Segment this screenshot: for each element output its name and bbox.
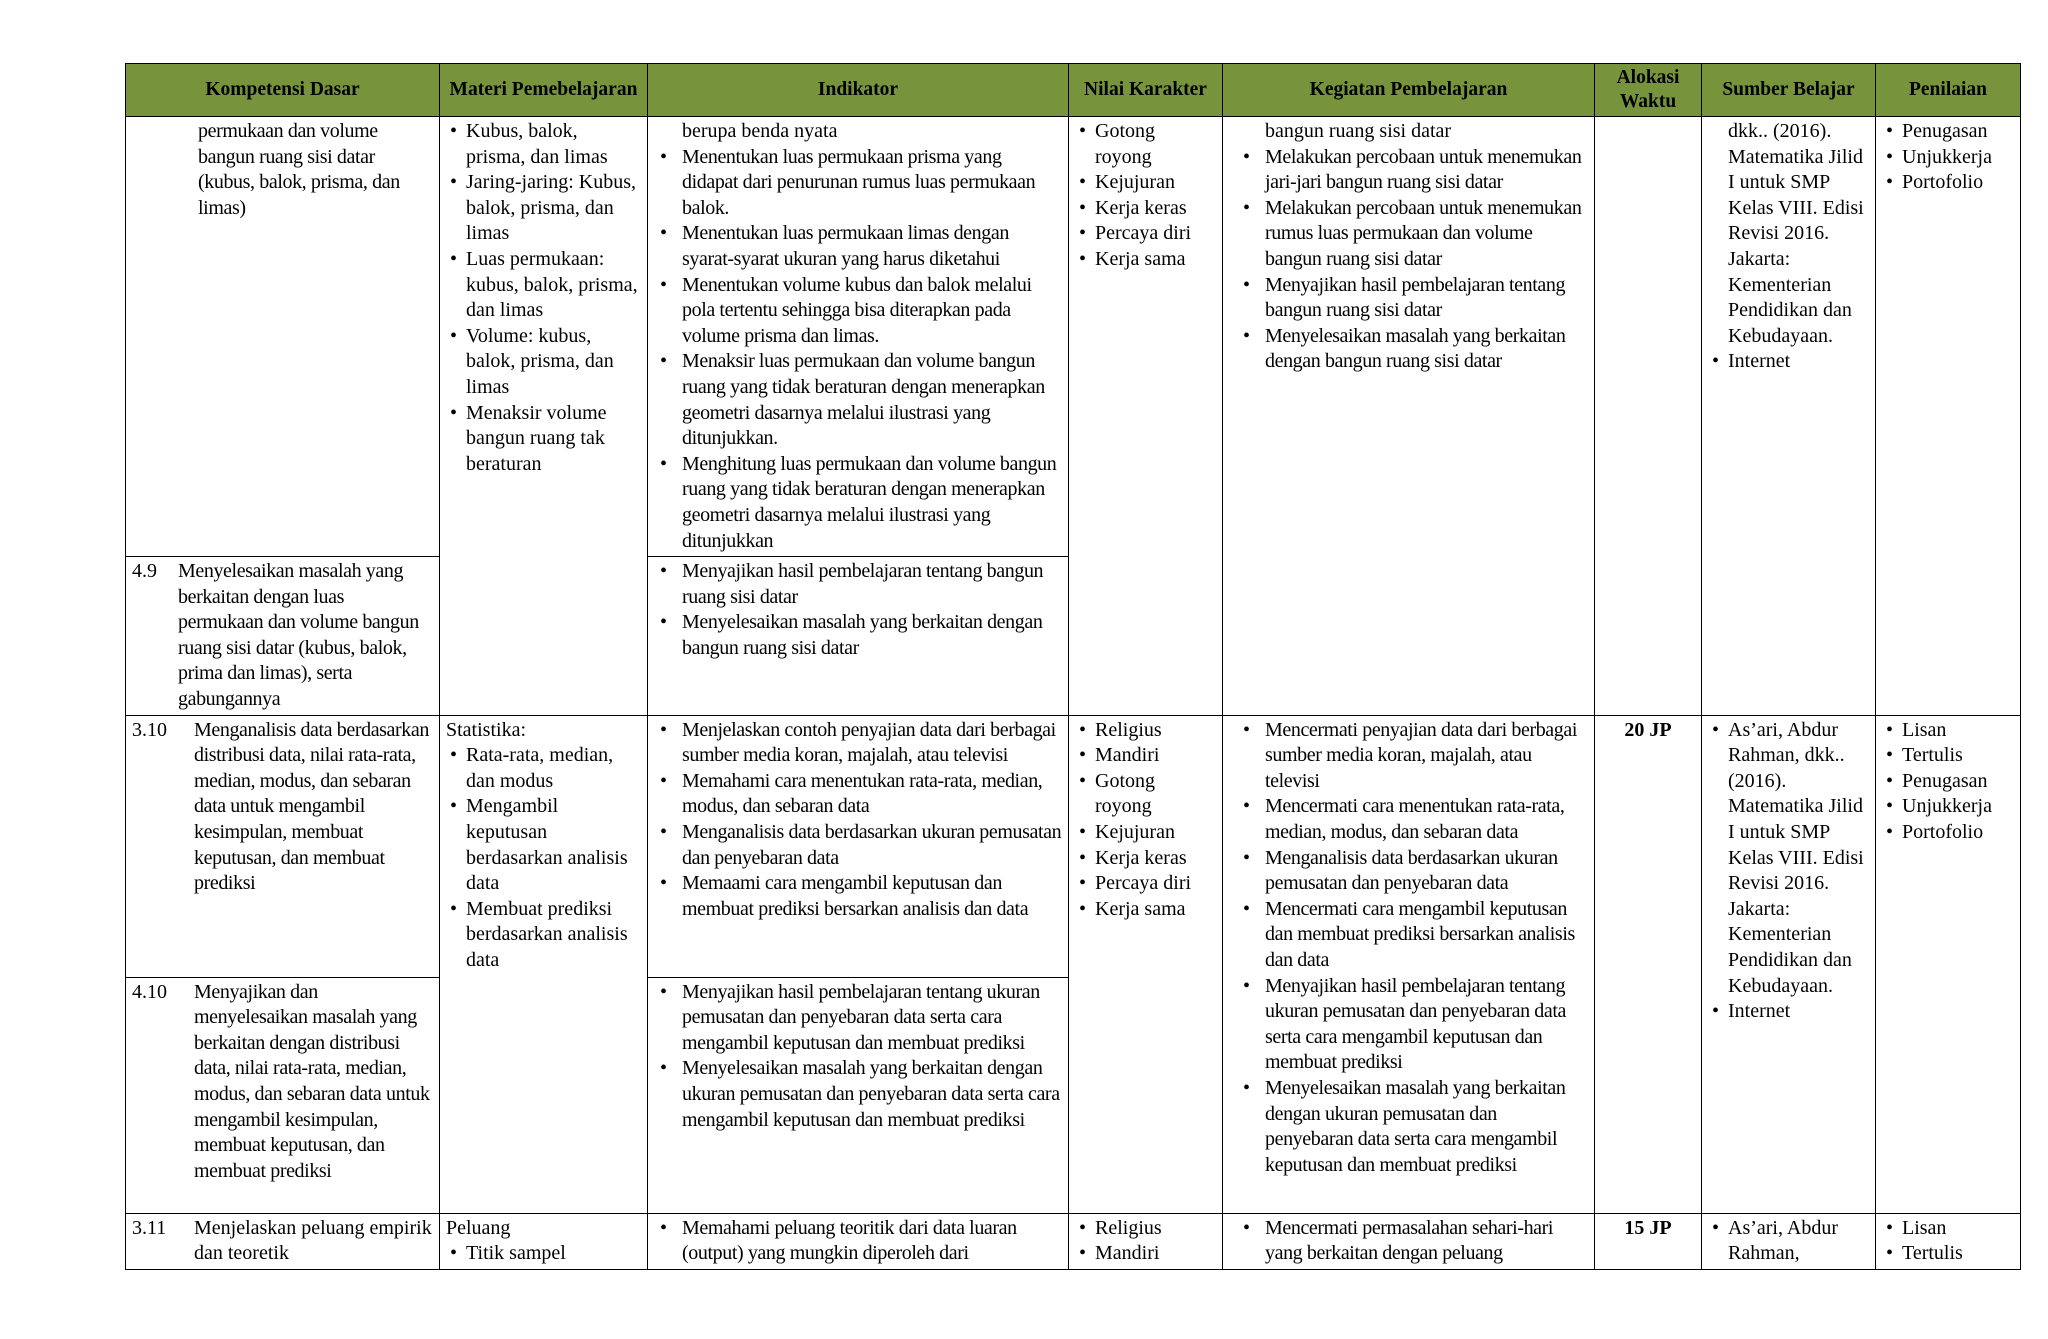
list-item: • Membuat prediksi berdasarkan analisis data: [466, 897, 641, 974]
indikator-list: [654, 718, 1062, 923]
penilaian-cell: [1876, 1213, 2021, 1269]
list-item: • Mencermati penyajian data dari berbagai sumber media koran, majalah, atau televisi: [1265, 718, 1588, 795]
kd-cell: [126, 977, 440, 1213]
materi-title: Peluang: [446, 1216, 511, 1239]
kegiatan-list: [1229, 1216, 1588, 1267]
kegiatan-cell: [1223, 117, 1595, 716]
list-item: • Memahami cara menentukan rata-rata, median, modus, dan sebaran data: [682, 769, 1062, 820]
indikator-lead: berupa benda nyata: [682, 120, 838, 142]
list-item: • Menganalisis data berdasarkan ukuran pemusatan dan penyebaran data: [682, 820, 1062, 871]
indikator-cell: [648, 977, 1069, 1213]
list-item: • As’ari, Abdur Rahman,: [1728, 1216, 1869, 1267]
list-item: • Menaksir luas permukaan dan volume bangun ruang yang tidak beraturan dengan menerapkan geometri dasarnya melalui ilustrasi yang ditunjukkan.: [682, 349, 1062, 451]
list-item: • Gotong royong: [1095, 119, 1216, 170]
table-row: [126, 1213, 2021, 1269]
list-item: • Penugasan: [1902, 769, 2014, 795]
list-item: • Penugasan: [1902, 119, 2014, 145]
header-penilaian: Penilaian: [1876, 64, 2021, 117]
sumber-list: [1708, 1216, 1869, 1267]
list-item: • As’ari, Abdur Rahman, dkk.. (2016). Matematika Jilid I untuk SMP Kelas VIII. Edisi Revisi 2016. Jakarta: Kementerian Pendidikan dan Kebudayaan.: [1728, 718, 1869, 1000]
indikator-list: [654, 1216, 1062, 1267]
list-item: • Menyelesaikan masalah yang berkaitan dengan ukuran pemusatan dan penyebaran data serta cara mengambil keputusan dan membuat prediksi: [682, 1056, 1062, 1133]
list-item: • Internet: [1728, 349, 1869, 375]
header-indikator: Indikator: [648, 64, 1069, 117]
kegiatan-lead: bangun ruang sisi datar: [1265, 120, 1452, 142]
sumber-list: [1708, 718, 1869, 1025]
list-item: • Menaksir volume bangun ruang tak beraturan: [466, 401, 641, 478]
kegiatan-cell: [1223, 715, 1595, 1213]
silabus-table: [125, 63, 2021, 1270]
list-item: • Menyelesaikan masalah yang berkaitan dengan bangun ruang sisi datar: [682, 610, 1062, 661]
kd-number: 3.11: [132, 1216, 167, 1239]
indikator-list: [654, 980, 1062, 1134]
header-kompetensi-dasar: Kompetensi Dasar: [126, 64, 440, 117]
list-item: • Lisan: [1902, 718, 2014, 744]
kd-text: Menganalisis data berdasarkan distribusi data, nilai rata-rata, median, modus, dan sebaran data untuk mengambil kesimpulan, membuat keputusan, dan membuat prediksi: [194, 718, 429, 895]
penilaian-list: [1882, 1216, 2014, 1267]
nilai-cell: [1069, 117, 1223, 716]
list-item: • Menyajikan hasil pembelajaran tentang bangun ruang sisi datar: [682, 559, 1062, 610]
nilai-cell: [1069, 715, 1223, 1213]
kd-cell: [126, 1213, 440, 1269]
penilaian-cell: [1876, 715, 2021, 1213]
header-kegiatan: Kegiatan Pembelajaran: [1223, 64, 1595, 117]
list-item: • Percaya diri: [1095, 871, 1216, 897]
indikator-list: [654, 559, 1062, 661]
list-item: • Unjukkerja: [1902, 794, 2014, 820]
list-item: • Menentukan luas permukaan limas dengan syarat-syarat ukuran yang harus diketahui: [682, 221, 1062, 272]
kd-text: Menjelaskan peluang empirik dan teoretik: [194, 1216, 432, 1265]
list-item: • Menyelesaikan masalah yang berkaitan dengan ukuran pemusatan dan penyebaran data serta cara mengambil keputusan dan membuat prediksi: [1265, 1076, 1588, 1178]
kegiatan-list: [1229, 718, 1588, 1179]
list-item: • Lisan: [1902, 1216, 2014, 1242]
sumber-cell: [1702, 117, 1876, 716]
materi-list: [446, 119, 641, 477]
nilai-list: [1075, 718, 1216, 923]
rpp-table-container: [125, 63, 2020, 1270]
list-item: • Kubus, balok, prisma, dan limas: [466, 119, 641, 170]
nilai-list: [1075, 119, 1216, 273]
list-item: • Menyajikan hasil pembelajaran tentang bangun ruang sisi datar: [1265, 273, 1588, 324]
list-item: • Gotong royong: [1095, 769, 1216, 820]
kd-text: Menyelesaikan masalah yang berkaitan dengan luas permukaan dan volume bangun ruang sisi datar (kubus, balok, prima dan limas), serta gabungannya: [178, 560, 419, 711]
header-nilai-karakter: Nilai Karakter: [1069, 64, 1223, 117]
materi-list: [446, 1241, 641, 1267]
kd-text: permukaan dan volume bangun ruang sisi datar (kubus, balok, prisma, dan limas): [198, 120, 400, 219]
list-item: • Religius: [1095, 718, 1216, 744]
list-item: • Menyajikan hasil pembelajaran tentang ukuran pemusatan dan penyebaran data serta cara mengambil keputusan dan membuat prediksi: [682, 980, 1062, 1057]
indikator-cell: [648, 557, 1069, 716]
list-item: • Mandiri: [1095, 1241, 1216, 1267]
penilaian-list: [1882, 718, 2014, 846]
alokasi-cell: 20 JP: [1595, 715, 1702, 1213]
header-row: [126, 64, 2021, 117]
list-item: • Unjukkerja: [1902, 145, 2014, 171]
header-alokasi: Alokasi Waktu: [1595, 64, 1702, 117]
indikator-cell: [648, 117, 1069, 557]
list-item: • Mencermati permasalahan sehari-hari yang berkaitan dengan peluang: [1265, 1216, 1588, 1267]
list-item: • Internet: [1728, 999, 1869, 1025]
list-item: • Rata-rata, median, dan modus: [466, 743, 641, 794]
list-item: • Kerja sama: [1095, 247, 1216, 273]
list-item: • Mandiri: [1095, 743, 1216, 769]
penilaian-cell: [1876, 117, 2021, 716]
list-item: • Tertulis: [1902, 743, 2014, 769]
kegiatan-cell: [1223, 1213, 1595, 1269]
indikator-cell: [648, 1213, 1069, 1269]
kd-number: 4.10: [132, 980, 167, 1003]
list-item: • Mencermati cara menentukan rata-rata, median, modus, dan sebaran data: [1265, 794, 1588, 845]
list-item: • Portofolio: [1902, 820, 2014, 846]
list-item: • Kerja sama: [1095, 897, 1216, 923]
kd-number: 4.9: [132, 560, 157, 583]
nilai-list: [1075, 1216, 1216, 1267]
kd-cell: [126, 557, 440, 716]
list-item: • Titik sampel: [466, 1241, 641, 1267]
list-item: • Tertulis: [1902, 1241, 2014, 1267]
list-item: • Memahami peluang teoritik dari data luaran (output) yang mungkin diperoleh dari: [682, 1216, 1062, 1267]
materi-cell: [440, 1213, 648, 1269]
list-item: • Kerja keras: [1095, 196, 1216, 222]
list-item: • Portofolio: [1902, 170, 2014, 196]
list-item: • Religius: [1095, 1216, 1216, 1242]
list-item: • Menghitung luas permukaan dan volume bangun ruang yang tidak beraturan dengan menerapkan geometri dasarnya melalui ilustrasi yang ditunjukkan: [682, 452, 1062, 554]
list-item: • Menyelesaikan masalah yang berkaitan dengan bangun ruang sisi datar: [1265, 324, 1588, 375]
kd-cell: [126, 117, 440, 557]
materi-cell: [440, 715, 648, 1213]
header-sumber: Sumber Belajar: [1702, 64, 1876, 117]
list-item: • Memaami cara mengambil keputusan dan membuat prediksi bersarkan analisis dan data: [682, 871, 1062, 922]
sumber-cell: [1702, 715, 1876, 1213]
table-row: [126, 117, 2021, 557]
list-item: • Melakukan percobaan untuk menemukan rumus luas permukaan dan volume bangun ruang sisi datar: [1265, 196, 1588, 273]
kd-text: Menyajikan dan menyelesaikan masalah yang berkaitan dengan distribusi data, nilai rata-rata, median, modus, dan sebaran data untuk mengambil kesimpulan, membuat keputusan, dan membuat prediksi: [194, 980, 430, 1182]
kd-number: 3.10: [132, 718, 167, 741]
indikator-cell: [648, 715, 1069, 977]
list-item: • Melakukan percobaan untuk menemukan jari-jari bangun ruang sisi datar: [1265, 145, 1588, 196]
list-item: • Mengambil keputusan berdasarkan analisis data: [466, 794, 641, 896]
sumber-cell: [1702, 1213, 1876, 1269]
list-item: • Mencermati cara mengambil keputusan dan membuat prediksi bersarkan analisis dan data: [1265, 897, 1588, 974]
list-item: • Menjelaskan contoh penyajian data dari berbagai sumber media koran, majalah, atau televisi: [682, 718, 1062, 769]
sumber-list: [1708, 349, 1869, 375]
indikator-list: [654, 145, 1062, 555]
list-item: • Volume: kubus, balok, prisma, dan limas: [466, 324, 641, 401]
list-item: • Menyajikan hasil pembelajaran tentang ukuran pemusatan dan penyebaran data serta cara mengambil keputusan dan membuat prediksi: [1265, 974, 1588, 1076]
list-item: • Menentukan volume kubus dan balok melalui pola tertentu sehingga bisa diterapkan pada volume prisma dan limas.: [682, 273, 1062, 350]
list-item: • Menentukan luas permukaan prisma yang didapat dari penurunan rumus luas permukaan balok.: [682, 145, 1062, 222]
kegiatan-list: [1229, 145, 1588, 375]
list-item: • Jaring-jaring: Kubus, balok, prisma, dan limas: [466, 170, 641, 247]
alokasi-cell: 15 JP: [1595, 1213, 1702, 1269]
list-item: • Kejujuran: [1095, 820, 1216, 846]
kd-cell: [126, 715, 440, 977]
materi-cell: [440, 117, 648, 716]
list-item: • Luas permukaan: kubus, balok, prisma, dan limas: [466, 247, 641, 324]
table-row: [126, 715, 2021, 977]
list-item: • Kejujuran: [1095, 170, 1216, 196]
nilai-cell: [1069, 1213, 1223, 1269]
list-item: • Kerja keras: [1095, 846, 1216, 872]
sumber-text: dkk.. (2016). Matematika Jilid I untuk SMP Kelas VIII. Edisi Revisi 2016. Jakarta: Kementerian Pendidikan dan Kebudayaan.: [1728, 120, 1864, 347]
penilaian-list: [1882, 119, 2014, 196]
list-item: • Menganalisis data berdasarkan ukuran pemusatan dan penyebaran data: [1265, 846, 1588, 897]
materi-list: [446, 743, 641, 973]
materi-title: Statistika:: [446, 718, 526, 741]
alokasi-cell: [1595, 117, 1702, 716]
header-materi: Materi Pemebelajaran: [440, 64, 648, 117]
list-item: • Percaya diri: [1095, 221, 1216, 247]
